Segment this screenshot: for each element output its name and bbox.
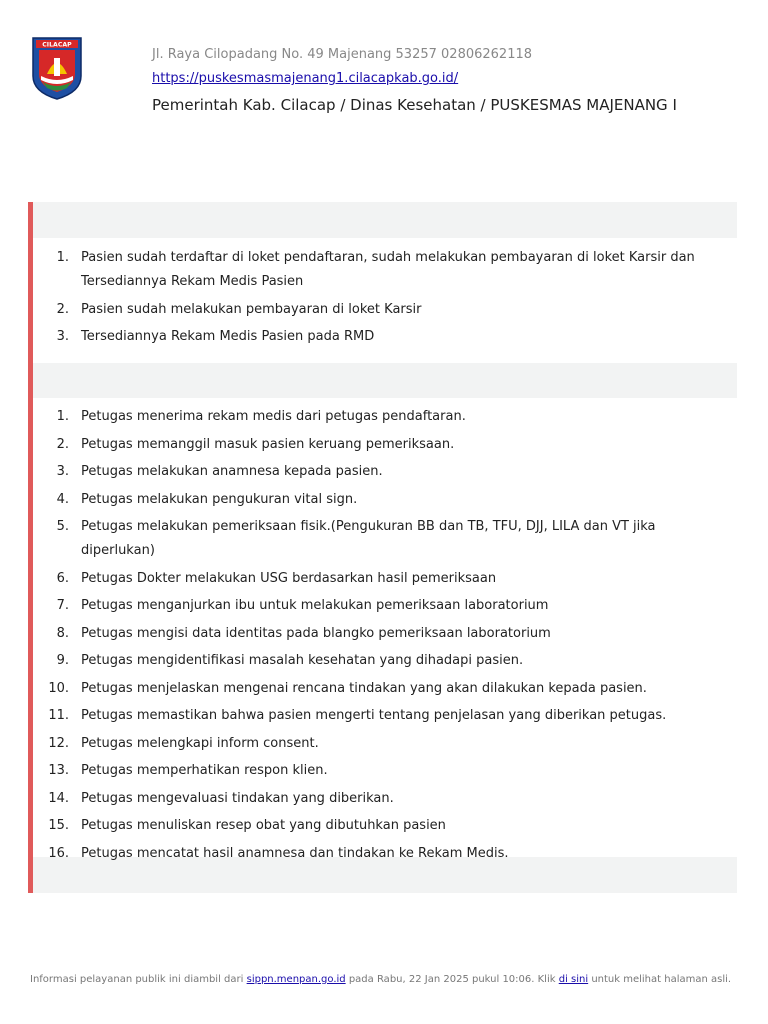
list-item-number: 8. — [56, 625, 69, 641]
list-item-number: 5. — [56, 519, 69, 534]
list-item-number: 2. — [56, 436, 69, 452]
list-item-text: Petugas mencatat hasil anamnesa dan tindakan ke Rekam Medis. — [81, 845, 509, 861]
list-item-text: Petugas Dokter melakukan USG berdasarkan hasil pemeriksaan — [81, 570, 497, 586]
list-item-number: 14. — [48, 790, 69, 806]
list-item-number: 11. — [48, 708, 69, 723]
footer-suffix: untuk melihat halaman asli. — [591, 974, 732, 985]
accent-bar — [28, 202, 33, 893]
requirements-list — [58, 246, 698, 353]
procedure-item — [48, 732, 698, 756]
original-page-link[interactable]: di sini — [558, 974, 589, 985]
list-item-number: 1. — [56, 409, 69, 424]
list-item-text: Petugas melengkapi inform consent. — [81, 735, 319, 751]
procedures-list — [48, 405, 698, 869]
list-item-text: Pasien sudah terdaftar di loket pendaftaran, sudah melakukan pembayaran di loket Karsir dan Tersediannya Rekam Medis Pasien — [81, 250, 695, 289]
list-item-text: Petugas menuliskan resep obat yang dibutuhkan pasien — [81, 818, 446, 833]
procedure-item — [48, 677, 698, 701]
list-item-text: Petugas mengidentifikasi masalah kesehatan yang dihadapi pasien. — [81, 653, 524, 668]
section-header-procedures — [33, 363, 737, 398]
procedure-item — [58, 567, 698, 591]
list-item-number: 3. — [56, 464, 69, 479]
procedure-item — [48, 759, 698, 783]
procedure-item — [58, 594, 698, 618]
footer-prefix: Informasi pelayanan publik ini diambil dari — [30, 974, 244, 985]
list-item-text: Petugas memanggil masuk pasien keruang pemeriksaan. — [81, 436, 455, 452]
list-item-text: Petugas menganjurkan ibu untuk melakukan pemeriksaan laboratorium — [81, 598, 549, 613]
requirement-item — [58, 246, 698, 294]
service-info-card — [28, 202, 737, 893]
requirement-item — [58, 298, 698, 322]
list-item-number: 9. — [56, 653, 69, 668]
list-item-number: 12. — [48, 735, 69, 751]
list-item-text: Petugas menerima rekam medis dari petugas pendaftaran. — [81, 409, 466, 424]
logo-label: CILACAP — [42, 41, 72, 49]
section-header-requirements — [33, 202, 737, 238]
list-item-number: 15. — [48, 818, 69, 833]
page-footer — [30, 974, 731, 985]
procedure-item — [48, 842, 698, 866]
procedure-item — [58, 649, 698, 673]
procedure-item — [48, 814, 698, 838]
list-item-text: Petugas mengisi data identitas pada blangko pemeriksaan laboratorium — [81, 625, 551, 641]
list-item-number: 16. — [48, 845, 69, 861]
list-item-text: Petugas menjelaskan mengenai rencana tindakan yang akan dilakukan kepada pasien. — [81, 680, 647, 696]
list-item-number: 13. — [48, 763, 69, 778]
list-item-text: Petugas melakukan anamnesa kepada pasien. — [81, 464, 383, 479]
organization-title: Pemerintah Kab. Cilacap / Dinas Kesehatan / PUSKESMAS MAJENANG I — [152, 96, 677, 114]
list-item-text: Petugas memperhatikan respon klien. — [81, 763, 328, 778]
list-item-text: Petugas melakukan pemeriksaan fisik.(Pengukuran BB dan TB, TFU, DJJ, LILA dan VT jika diperlukan) — [81, 519, 656, 558]
website-link[interactable]: https://puskesmasmajenang1.cilacapkab.go.id/ — [152, 71, 459, 86]
list-item-number: 6. — [56, 570, 69, 586]
list-item-text: Pasien sudah melakukan pembayaran di loket Karsir — [81, 301, 422, 317]
procedure-item — [58, 488, 698, 512]
page-header — [0, 0, 768, 140]
procedure-item — [58, 460, 698, 484]
list-item-number: 7. — [56, 598, 69, 613]
cilacap-logo — [31, 36, 83, 100]
procedure-item — [48, 787, 698, 811]
address-text: Jl. Raya Cilopadang No. 49 Majenang 53257 02806262118 — [152, 47, 533, 62]
procedure-item — [58, 433, 698, 457]
procedure-item — [48, 704, 698, 728]
procedure-item — [58, 622, 698, 646]
list-item-text: Tersediannya Rekam Medis Pasien pada RMD — [81, 329, 375, 344]
list-item-text: Petugas mengevaluasi tindakan yang diberikan. — [81, 790, 394, 806]
source-link[interactable]: sippn.menpan.go.id — [246, 974, 346, 985]
list-item-number: 3. — [56, 329, 69, 344]
list-item-text: Petugas memastikan bahwa pasien mengerti tentang penjelasan yang diberikan petugas. — [81, 708, 667, 723]
list-item-number: 4. — [56, 491, 69, 507]
footer-middle: pada Rabu, 22 Jan 2025 pukul 10:06. Klik — [348, 974, 556, 985]
requirement-item — [58, 325, 698, 349]
procedure-item — [58, 515, 698, 563]
list-item-text: Petugas melakukan pengukuran vital sign. — [81, 491, 358, 507]
list-item-number: 10. — [48, 680, 69, 696]
list-item-number: 2. — [56, 301, 69, 317]
list-item-number: 1. — [56, 250, 69, 265]
procedure-item — [58, 405, 698, 429]
